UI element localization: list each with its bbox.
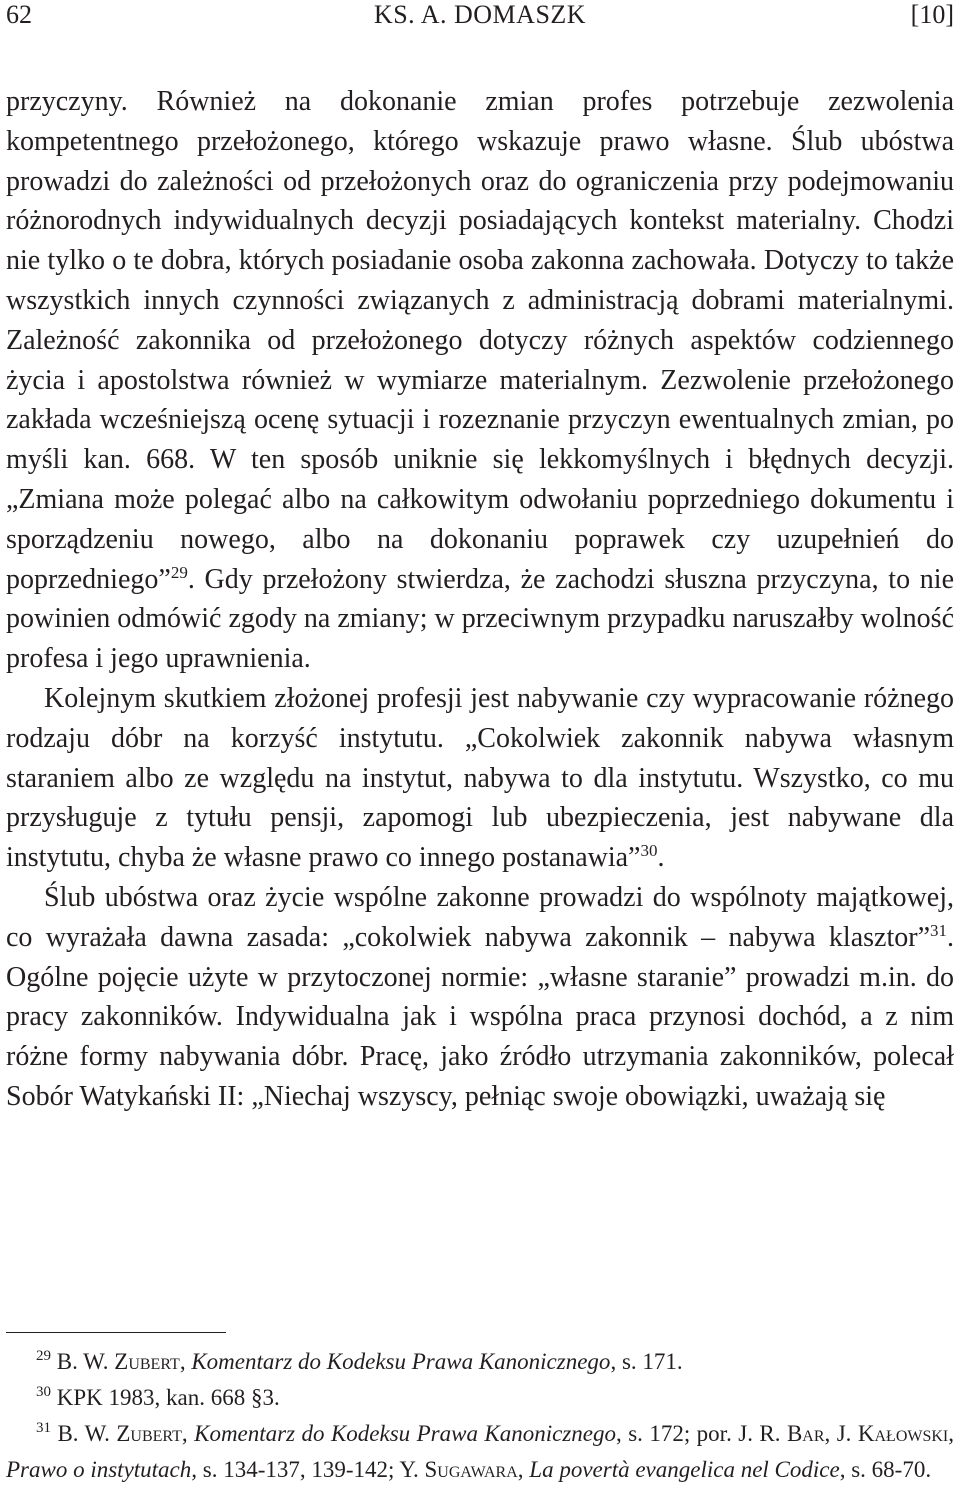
footnote-31-title-2: Prawo o instytutach,: [6, 1457, 198, 1482]
footnote-30: [6, 1380, 954, 1416]
footnote-31-author-3: Kałowski: [857, 1421, 949, 1446]
footnote-31-text-d: , J.: [824, 1421, 858, 1446]
footnote-ref-30[interactable]: 30: [640, 841, 658, 861]
paragraph-1: [6, 82, 954, 679]
footnote-31-author-1: Zubert: [116, 1421, 182, 1446]
paragraph-2: [6, 679, 954, 878]
footnote-ref-29[interactable]: 29: [170, 562, 188, 582]
footnote-29: [6, 1344, 954, 1380]
footnote-30-number: 30: [36, 1384, 51, 1400]
footnote-29-text-c: , s. 171.: [610, 1349, 683, 1374]
footnote-31-text-c: , s. 172; por. J. R.: [616, 1421, 787, 1446]
page-header: [6, 0, 954, 30]
footnote-31-text-f: s. 134-137, 139-142; Y.: [197, 1457, 425, 1482]
footnote-31-title-3: La povertà evangelica nel Codice: [529, 1457, 840, 1482]
footnote-30-text: KPK 1983, kan. 668 §3.: [51, 1385, 280, 1410]
footnote-31-text-a: B. W.: [51, 1421, 117, 1446]
footnote-31-text-e: ,: [948, 1421, 955, 1446]
footnote-31: [6, 1416, 954, 1488]
paragraph-3-text: Ślub ubóstwa oraz życie wspólne zakonne prowadzi do wspólnoty majątkowej, co wyrażała dawna zasada: „cokolwiek nabywa zakonnik – nabywa klasztor”: [6, 881, 954, 953]
paragraph-2-text: Kolejnym skutkiem złożonej profesji jest nabywanie czy wypracowanie różnego rodzaju dóbr na korzyść instytutu. „Cokolwiek zakonnik nabywa własnym staraniem albo ze względu na instytut, nabywa to dla instytutu. Wszystko, co mu przysługuje z tytułu pensji, zapomogi lub ubezpieczenia, jest nabywane dla instytutu, chyba że własne prawo co innego postanawia”: [6, 682, 954, 874]
paragraph-2-tail: .: [657, 842, 665, 874]
footnote-29-title: Komentarz do Kodeksu Prawa Kanonicznego: [191, 1349, 611, 1374]
footnote-31-text-h: , s. 68-70.: [839, 1457, 932, 1482]
page-number: 62: [6, 0, 32, 29]
paragraph-3-tail: . Ogólne pojęcie użyte w przytoczonej normie: „własne staranie” prowadzi m.in. do pracy zakonników. Indywidualna jak i wspólna praca przynosi dochód, a z nim różne formy nabywania dóbr. Pracę, jako źródło utrzymania zakonników, polecał Sobór Watykański II: „Niechaj wszyscy, pełniąc swoje obowiązki, uważają się: [6, 921, 954, 1112]
footnote-separator: [6, 1332, 226, 1333]
footnotes: [6, 1344, 954, 1488]
footnote-ref-31[interactable]: 31: [930, 920, 947, 940]
footnote-31-author-4: Sugawara: [424, 1457, 518, 1482]
footnote-29-text-b: ,: [179, 1349, 192, 1374]
paragraph-3: [6, 878, 954, 1117]
section-number: [10]: [910, 0, 954, 29]
footnote-31-title-1: Komentarz do Kodeksu Prawa Kanonicznego: [194, 1421, 616, 1446]
running-title: KS. A. DOMASZK: [373, 0, 587, 29]
footnote-29-text-a: B. W.: [51, 1349, 115, 1374]
footnote-29-number: 29: [36, 1348, 51, 1364]
footnote-31-text-b: ,: [181, 1421, 195, 1446]
footnote-29-author: Zubert: [114, 1349, 180, 1374]
paragraph-1-tail: . Gdy przełożony stwierdza, że zachodzi słuszna przyczyna, to nie powinien odmówić zgody na zmiany; w przeciwnym przypadku naruszałby wolność profesa i jego uprawnienia.: [6, 563, 954, 675]
footnote-31-number: 31: [36, 1420, 51, 1436]
main-text: [6, 82, 954, 1117]
footnote-31-text-g: ,: [517, 1457, 530, 1482]
footnote-31-author-2: Bar: [786, 1421, 825, 1446]
paragraph-1-text: przyczyny. Również na dokonanie zmian profes potrzebuje zezwolenia kompetentnego przełożonego, którego wskazuje prawo własne. Ślub ubóstwa prowadzi do zależności od przełożonych oraz do ograniczenia przy podejmowaniu różnorodnych indywidualnych decyzji posiadających kontekst materialny. Chodzi nie tylko o te dobra, których posiadanie osoba zakonna zachowała. Dotyczy to także wszystkich innych czynności związanych z administracją dobrami materialnymi. Zależność zakonnika od przełożonego dotyczy różnych aspektów codziennego życia i apostolstwa również w wymiarze materialnym. Zezwolenie przełożonego zakłada wcześniejszą ocenę sytuacji i rozeznanie przyczyn ewentualnych zmian, po myśli kan. 668. W ten sposób uniknie się lekkomyślnych i błędnych decyzji. „Zmiana może polegać albo na całkowitym odwołaniu poprzedniego dokumentu i sporządzeniu nowego, albo na dokonaniu poprawek czy uzupełnień do poprzedniego”: [6, 86, 954, 595]
